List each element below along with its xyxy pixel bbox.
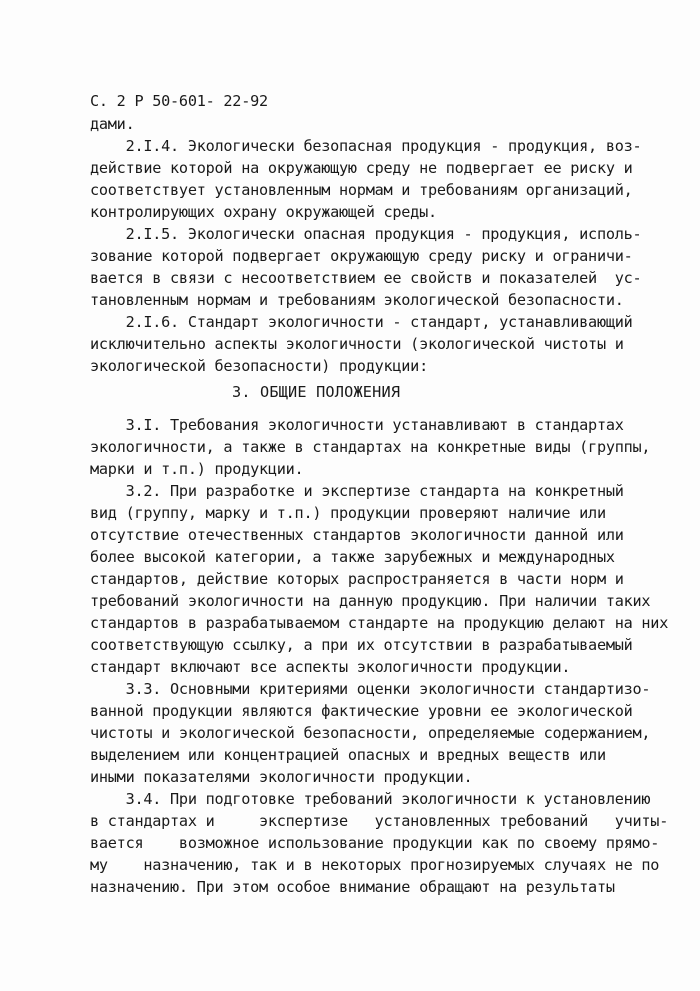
text-line: контролирующих охрану окружающей среды. [90, 203, 437, 221]
text-line: отсутствие отечественных стандартов экологичности данной или [90, 526, 624, 544]
text-line: иными показателями экологичности продукции. [90, 768, 473, 786]
text-line: му назначению, так и в некоторых прогнозируемых случаях не по [90, 856, 660, 874]
text-line: соответствующую ссылку, а при их отсутствии в разрабатываемый [90, 636, 633, 654]
text-line: 3.3. Основными критериями оценки экологичности стандартизо- [90, 680, 651, 698]
text-line: вается в связи с несоответствием ее свойств и показателей ус- [90, 269, 642, 287]
text-line: действие которой на окружающую среду не подвергает ее риску и [90, 159, 633, 177]
text-line: требований экологичности на данную продукцию. При наличии таких [90, 592, 651, 610]
text-line: стандарт включают все аспекты экологичности продукции. [90, 658, 571, 676]
text-line: экологичности, а также в стандартах на конкретные виды (группы, [90, 438, 651, 456]
text-line: 3.2. При разработке и экспертизе стандарта на конкретный [90, 482, 624, 500]
text-line: чистоты и экологической безопасности, определяемые содержанием, [90, 724, 651, 742]
text-line: исключительно аспекты экологичности (экологической чистоты и [90, 335, 624, 353]
text-line: дами. [90, 115, 135, 133]
text-line: выделением или концентрацией опасных и вредных веществ или [90, 746, 606, 764]
text-line: стандартов, действие которых распространяется в части норм и [90, 570, 624, 588]
text-line: 2.I.4. Экологически безопасная продукция - продукция, воз- [90, 137, 642, 155]
text-line: стандартов в разрабатываемом стандарте на продукцию делают на них [90, 614, 669, 632]
page-header: С. 2 Р 50-601- 22-92 [90, 92, 268, 110]
text-line: 3.4. При подготовке требований экологичности к установлению [90, 790, 651, 808]
text-line: вид (группу, марку и т.п.) продукции проверяют наличие или [90, 504, 606, 522]
text-line: 2.I.5. Экологически опасная продукция - продукция, исполь- [90, 225, 642, 243]
text-line: вается возможное использование продукции как по своему прямо- [90, 834, 660, 852]
text-line: марки и т.п.) продукции. [90, 460, 304, 478]
text-line: в стандартах и экспертизе установленных требований учиты- [90, 812, 669, 830]
text-line: ванной продукции являются фактические уровни ее экологической [90, 702, 633, 720]
text-line: 2.I.6. Стандарт экологичности - стандарт, устанавливающий [90, 313, 633, 331]
text-line: 3.I. Требования экологичности устанавливают в стандартах [90, 416, 624, 434]
text-line: назначению. При этом особое внимание обращают на результаты [90, 878, 615, 896]
text-line: экологической безопасности) продукции: [90, 357, 428, 375]
text-line: тановленным нормам и требованиям экологической безопасности. [90, 291, 624, 309]
section-heading: 3. ОБЩИЕ ПОЛОЖЕНИЯ [232, 383, 401, 401]
text-line: соответствует установленным нормам и требованиям организаций, [90, 181, 633, 199]
text-line: более высокой категории, а также зарубежных и международных [90, 548, 615, 566]
text-line: зование которой подвергает окружающую среду риску и ограничи- [90, 247, 633, 265]
